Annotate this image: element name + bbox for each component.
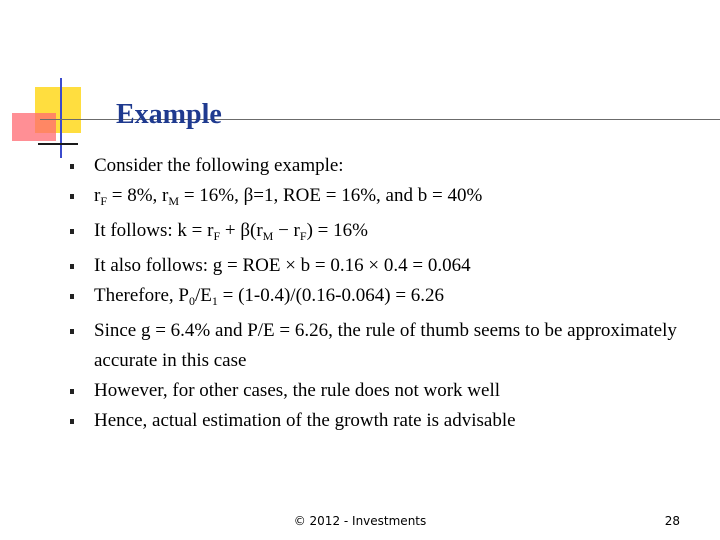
page-number: 28 <box>664 514 680 528</box>
decor-red-rect <box>12 113 56 141</box>
bullet-item: Hence, actual estimation of the growth rate is advisable <box>70 406 690 436</box>
bullet-item: $r_F = 8\%$, $r_M = 16\%$, β=1, ROE = 16%, and b = 40% <box>70 181 690 216</box>
decor-short-line <box>38 143 78 145</box>
bullet-marker <box>70 419 74 424</box>
bullet-marker <box>70 229 74 234</box>
bullet-item: It also follows: g = ROE × b = 0.16 × 0.4 = 0.064 <box>70 251 690 281</box>
bullet-list <box>70 151 690 436</box>
bullet-item: Since g = 6.4% and P/E = 6.26, the rule of thumb seems to be approximately accurate in this case <box>70 316 690 376</box>
bullet-marker <box>70 389 74 394</box>
decor-vertical-line <box>60 78 62 158</box>
bullet-marker <box>70 329 74 334</box>
bullet-item: It follows: $k = r_F + \beta(r_M - r_F) = 16\%$ <box>70 216 690 251</box>
slide-title: Example <box>116 99 222 130</box>
bullet-item: However, for other cases, the rule does not work well <box>70 376 690 406</box>
bullet-marker <box>70 164 74 169</box>
slide-footer: © 2012 - Investments <box>293 514 427 528</box>
bullet-marker <box>70 294 74 299</box>
bullet-item: Consider the following example: <box>70 151 690 181</box>
bullet-item: Therefore, $P_0/E_1 = (1-0.4)/(0.16-0.064) = 6.26$ <box>70 281 690 316</box>
bullet-marker <box>70 264 74 269</box>
bullet-marker <box>70 194 74 199</box>
